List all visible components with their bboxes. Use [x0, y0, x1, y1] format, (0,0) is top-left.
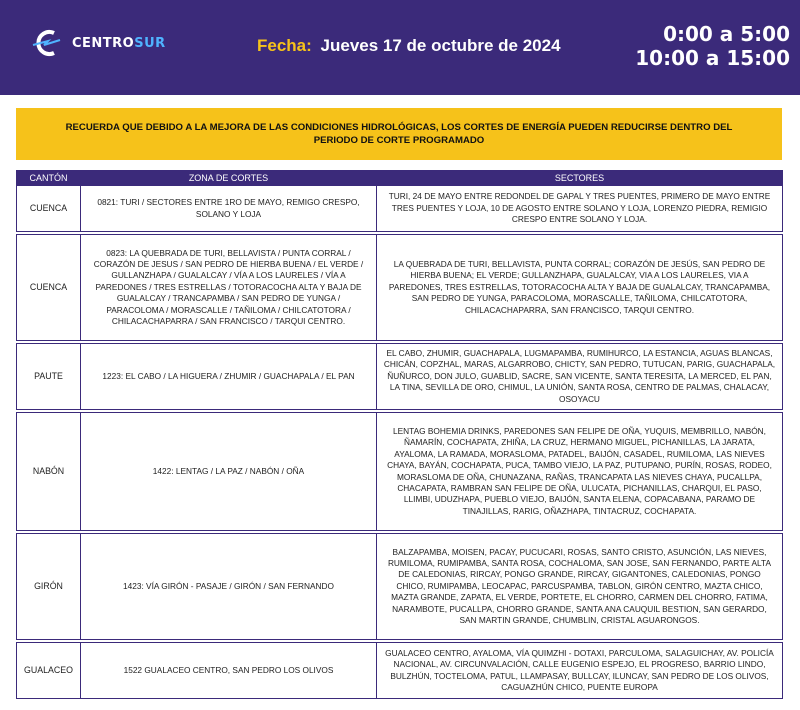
sectores-cell: GUALACEO CENTRO, AYALOMA, VÍA QUIMZHI - DOTAXI, PARCULOMA, SALAGUICHAY, AV. POLICÍA NACIONAL, AV. CIRCUNVALACIÓN, CALLE EUGENIO ESPEJO, EL PROGRESO, BARRIO LINDO, BULZHÚN, TOCTELOMA, PATUL, LLAMPASAY, BULLCAY, ILUNCAY, SAN PEDRO DE LOS OLIVOS, CAGUAZHÚN CHICO, PUENTE EUROPA [377, 643, 783, 699]
table-row [17, 534, 783, 640]
date-value: Jueves 17 de octubre de 2024 [320, 36, 561, 55]
sectores-cell: LENTAG BOHEMIA DRINKS, PAREDONES SAN FELIPE DE OÑA, YUQUIS, MEMBRILLO, NABÓN, ÑAMARÍN, COCHAPATA, ZHIÑA, LA CRUZ, HERMANO MIGUEL, PICHANILLAS, LA JARATA, AYALOMA, LA RAMADA, MORASLOMA, PATADEL, BAIJÓN, CASADEL, RUMILOMA, LAS NIEVES CHAYA, BAYÁN, COCHAPATA, PUCA, TAMBO VIEJO, LA PAZ, PUTUPANO, PURÍN, ROSAS, RODEO, MORASLOMA DE OÑA, CHUNAZANA, RAÑAS, TRANCAPATA LAS NIEVES CHAYA, PUCALLPA, CHACAPATA, RAMBRAN SAN FELIPE DE OÑA, ULUCATA, PICHANILLAS, CHARQUI, EL PASO, LLIMBI, UDUZHAPA, PUEBLO VIEJO, BAIJÓN, SANTA ELENA, COPACABANA, PARAMO DE TINAJILLAS, RARIG, OÑAZHAPA, TINTACRUZ, COCHAPATA. [377, 413, 783, 531]
canton-cell: GIRÓN [17, 534, 81, 640]
canton-cell: GUALACEO [17, 643, 81, 699]
zona-cell: 1422: LENTAG / LA PAZ / NABÓN / OÑA [81, 413, 377, 531]
centrosur-logo-icon [30, 28, 64, 58]
zona-cell: 0823: LA QUEBRADA DE TURI, BELLAVISTA / PUNTA CORRAL / CORAZÓN DE JESUS / SAN PEDRO DE HIERBA BUENA / EL VERDE / GULLANZHAPA / GUALALCAY / VÍA A LOS LAURELES / VÍA A PAREDONES / TRES ESTRELLAS / TOTORACOCHA ALTA Y BAJA DE GUALALCAY / TRANCAPAMBA / SAN PEDRO DE YUNGA / PARACOLOMA / MORASCALLE / TAÑILOMA / CHILCATOTORA / CHILACACHAPARRA / SAN FRANCISCO / TARQUI CENTRO. [81, 235, 377, 341]
hour-range-1: 0:00 a 5:00 [663, 22, 790, 46]
table-row [17, 186, 783, 232]
sectores-cell: TURI, 24 DE MAYO ENTRE REDONDEL DE GAPAL Y TRES PUENTES, PRIMERO DE MAYO ENTRE TRES PUENTES Y LOJA, 10 DE AGOSTO ENTRE SOLANO Y LOJA, LORENZO PIEDRA, REMIGIO CRESPO ENTRE SOLANO Y LOJA. [377, 186, 783, 232]
zona-cell: 0821: TURI / SECTORES ENTRE 1RO DE MAYO, REMIGO CRESPO, SOLANO Y LOJA [81, 186, 377, 232]
zona-cell: 1423: VÍA GIRÓN - PASAJE / GIRÓN / SAN FERNANDO [81, 534, 377, 640]
sectores-cell: EL CABO, ZHUMIR, GUACHAPALA, LUGMAPAMBA, RUMIHURCO, LA ESTANCIA, AGUAS BLANCAS, CHICÁN, COPZHAL, MARAS, ALGARROBO, CHICTY, SAN PEDRO, TUTUCAN, PARIG, GUACHAPALA, ÑUÑURCO, DON JULO, GUABLID, SACRE, SAN VICENTE, SANTA TERESITA, LA MERCED, EL PAN, LA TINA, SEVILLA DE ORO, CHIMUL, LA UNIÓN, SANTA ROSA, CENTRO DE PALMAS, CHALACAY, OSOYACU [377, 344, 783, 410]
header-canton: CANTÓN [17, 171, 81, 186]
canton-cell: PAUTE [17, 344, 81, 410]
canton-cell: CUENCA [17, 235, 81, 341]
outage-table [16, 170, 782, 699]
notice-banner: RECUERDA QUE DEBIDO A LA MEJORA DE LAS CONDICIONES HIDROLÓGICAS, LOS CORTES DE ENERGÍA PUEDEN REDUCIRSE DENTRO DEL PERIODO DE CORTE PROGRAMADO [16, 108, 782, 160]
date-label: Fecha: [257, 36, 312, 55]
logo-text: CENTROSUR [72, 35, 166, 51]
header-banner [0, 0, 800, 95]
table-row [17, 344, 783, 410]
zona-cell: 1522 GUALACEO CENTRO, SAN PEDRO LOS OLIVOS [81, 643, 377, 699]
canton-cell: CUENCA [17, 186, 81, 232]
table-row [17, 235, 783, 341]
table-row [17, 413, 783, 531]
date-line [257, 36, 561, 56]
table-header-row [17, 171, 783, 186]
sectores-cell: BALZAPAMBA, MOISEN, PACAY, PUCUCARI, ROSAS, SANTO CRISTO, ASUNCIÓN, LAS NIEVES, RUMILOMA, RUMIPAMBA, SANTA ROSA, COCHALOMA, SAN JOSE, SAN FERNANDO, PARTE ALTA DE CALEDONIAS, RIRCAY, PONGO GRANDE, RIRCAY, GIGANTONES, CALEDONIAS, PONGO CHICO, RUMIPAMBA, LEOCAPAC, PARCUSPAMBA, TABLON, GIRÓN CENTRO, MAZTA CHICO, MAZTA GRANDE, ZAPATA, EL VERDE, PORTETE, EL CHORRO, CARMEN DEL CHORRO, FATIMA, NARAMBOTE, PUCALLPA, CHORRO GRANDE, SANTA ANA CAUQUIL BESTION, SAN GERARDO, SAN MARTIN GRANDE, CHUMBLIN, CRISTAL AGUARONGOS. [377, 534, 783, 640]
header-zona: ZONA DE CORTES [81, 171, 377, 186]
sectores-cell: LA QUEBRADA DE TURI, BELLAVISTA, PUNTA CORRAL; CORAZÓN DE JESÚS, SAN PEDRO DE HIERBA BUENA; EL VERDE; GULLANZHAPA, GUALALCAY, VIA A LOS LAURELES, VIA A PAREDONES, TRES ESTRELLAS, TOTORACOCHA ALTA Y BAJA DE GUALALCAY, TRANCAPAMBA, SAN PEDRO DE YUNGA, PARACOLOMA, MORASCALLE, TAÑILOMA, CHILCATOTORA, CHILACACHAPARRA, SAN FRANCISCO, TARQUI CENTRO. [377, 235, 783, 341]
table-row [17, 643, 783, 699]
canton-cell: NABÓN [17, 413, 81, 531]
header-sectores: SECTORES [377, 171, 783, 186]
hour-range-2: 10:00 a 15:00 [635, 46, 790, 70]
zona-cell: 1223: EL CABO / LA HIGUERA / ZHUMIR / GUACHAPALA / EL PAN [81, 344, 377, 410]
centrosur-logo [30, 28, 166, 58]
outage-hours [635, 22, 790, 70]
